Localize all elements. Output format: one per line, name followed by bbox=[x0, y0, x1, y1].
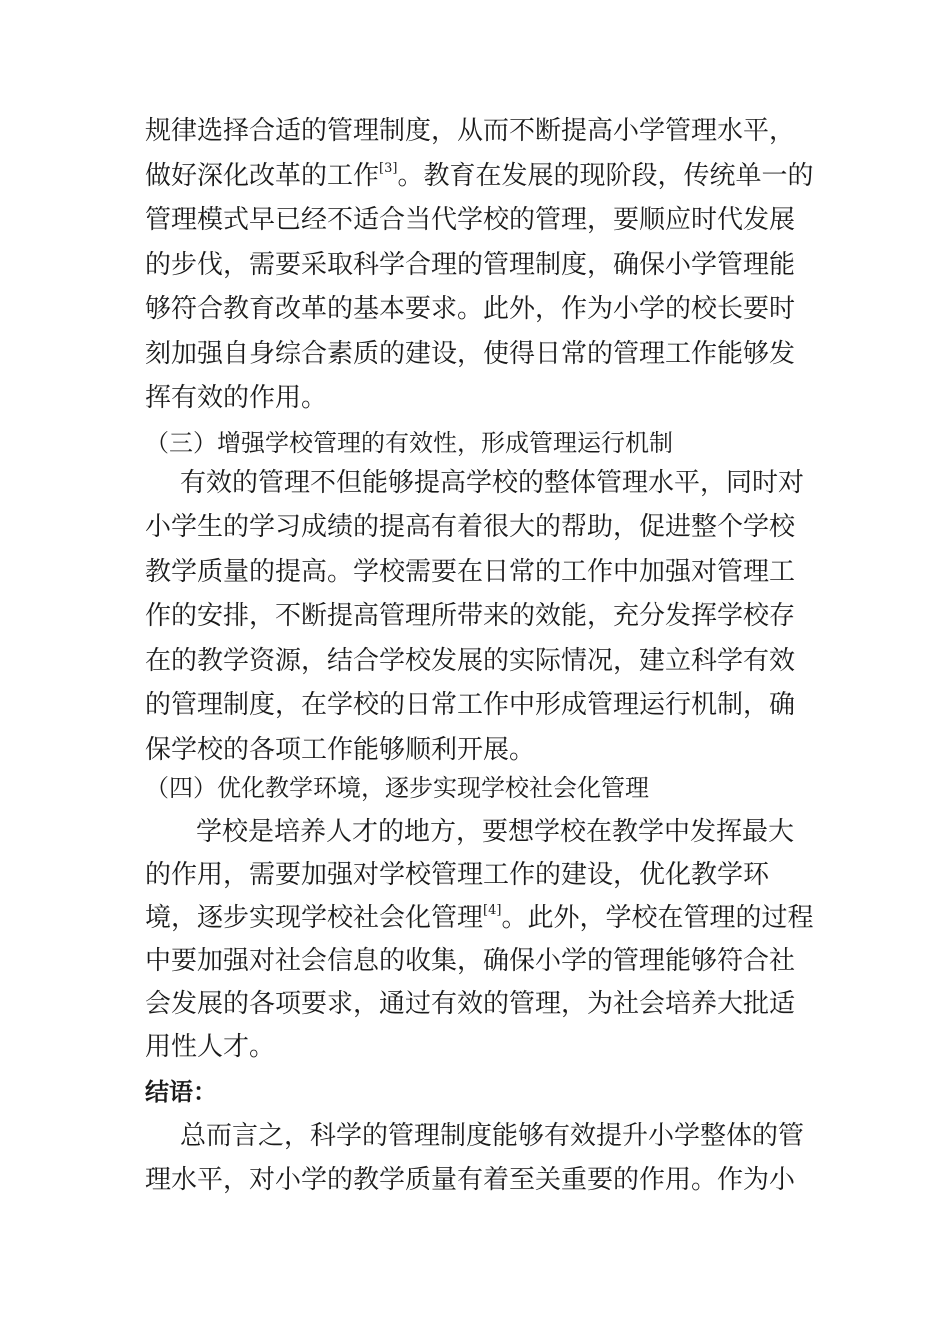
paragraph-line: 挥有效的作用。 bbox=[145, 383, 328, 413]
paragraph-line: 有效的管理不但能够提高学校的整体管理水平，同时对 bbox=[180, 468, 805, 498]
paragraph-line: 中要加强对社会信息的收集，确保小学的管理能够符合社 bbox=[145, 946, 796, 976]
paragraph-line: 的步伐，需要采取科学合理的管理制度，确保小学管理能 bbox=[145, 250, 796, 280]
line-text: 做好深化改革的工作 bbox=[145, 161, 380, 191]
paragraph-line: 用性人才。 bbox=[145, 1032, 276, 1062]
paragraph-line: 小学生的学习成绩的提高有着很大的帮助，促进整个学校 bbox=[145, 512, 796, 542]
section-heading: （四）优化教学环境，逐步实现学校社会化管理 bbox=[145, 774, 649, 802]
paragraph-line: 的作用，需要加强对学校管理工作的建设，优化教学环 bbox=[145, 860, 770, 890]
paragraph-line: 作的安排，不断提高管理所带来的效能，充分发挥学校存 bbox=[145, 601, 796, 631]
citation-ref: [4] bbox=[483, 903, 502, 918]
paragraph-line: 的管理制度，在学校的日常工作中形成管理运行机制，确 bbox=[145, 690, 796, 720]
paragraph-line bbox=[145, 161, 813, 191]
paragraph-line bbox=[145, 903, 813, 933]
paragraph-line: 刻加强自身综合素质的建设，使得日常的管理工作能够发 bbox=[145, 339, 796, 369]
conclusion-heading: 结语： bbox=[145, 1078, 217, 1106]
line-text: 。教育在发展的现阶段，传统单一的 bbox=[397, 161, 814, 191]
paragraph-line: 学校是培养人才的地方，要想学校在教学中发挥最大 bbox=[196, 817, 795, 847]
paragraph-line: 在的教学资源，结合学校发展的实际情况，建立科学有效 bbox=[145, 646, 796, 676]
line-text: 。此外，学校在管理的过程 bbox=[501, 903, 814, 933]
paragraph-line: 理水平，对小学的教学质量有着至关重要的作用。作为小 bbox=[145, 1165, 796, 1195]
paragraph-line: 教学质量的提高。学校需要在日常的工作中加强对管理工 bbox=[145, 557, 796, 587]
paragraph-line: 保学校的各项工作能够顺利开展。 bbox=[145, 735, 536, 765]
paragraph-line: 规律选择合适的管理制度，从而不断提高小学管理水平， bbox=[145, 116, 796, 146]
paragraph-line: 管理模式早已经不适合当代学校的管理，要顺应时代发展 bbox=[145, 205, 796, 235]
section-heading: （三）增强学校管理的有效性，形成管理运行机制 bbox=[145, 429, 673, 457]
citation-ref: [3] bbox=[379, 161, 398, 176]
paragraph-line: 会发展的各项要求，通过有效的管理，为社会培养大批适 bbox=[145, 989, 796, 1019]
paragraph-line: 够符合教育改革的基本要求。此外，作为小学的校长要时 bbox=[145, 294, 796, 324]
line-text: 境，逐步实现学校社会化管理 bbox=[145, 903, 484, 933]
paragraph-line: 总而言之，科学的管理制度能够有效提升小学整体的管 bbox=[180, 1121, 805, 1151]
